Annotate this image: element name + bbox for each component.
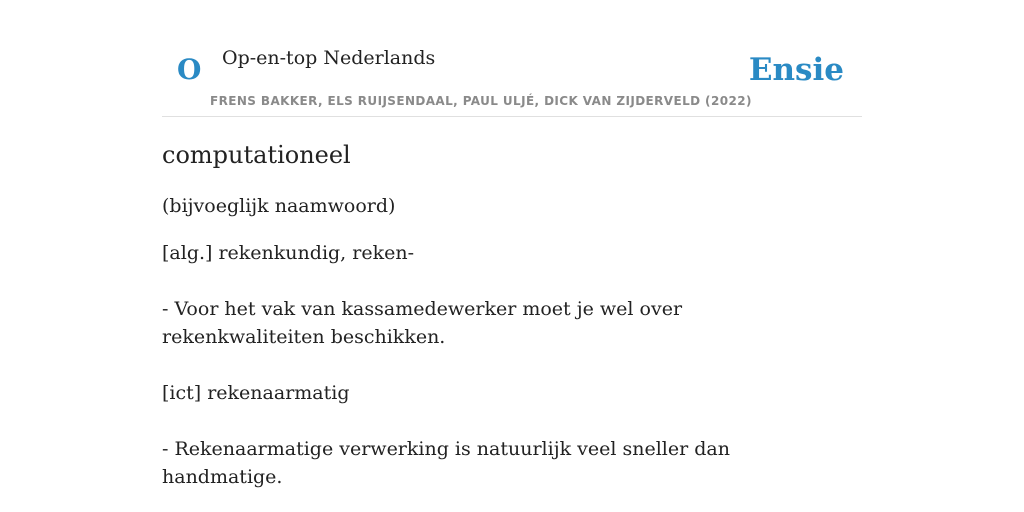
- entry-headword: computationeel: [162, 141, 351, 169]
- source-header: [162, 0, 862, 117]
- source-title[interactable]: Op-en-top Nederlands: [222, 47, 436, 69]
- part-of-speech: (bijvoeglijk naamwoord): [162, 195, 396, 217]
- source-initial-badge: O: [177, 53, 202, 86]
- source-authors: FRENS BAKKER, ELS RUIJSENDAAL, PAUL ULJÉ, DICK VAN ZIJDERVELD (2022): [210, 94, 752, 108]
- sense-definition: [alg.] rekenkundig, reken-: [162, 242, 415, 264]
- sense-example: - Voor het vak van kassamedewerker moet je wel over rekenkwaliteiten beschikken.: [162, 298, 683, 348]
- sense-example: - Rekenaarmatige verwerking is natuurlijk veel sneller dan handmatige.: [162, 438, 730, 488]
- ensie-logo[interactable]: Ensie: [748, 52, 844, 88]
- sense-definition: [ict] rekenaarmatig: [162, 382, 350, 404]
- dictionary-entry-card: [162, 0, 862, 512]
